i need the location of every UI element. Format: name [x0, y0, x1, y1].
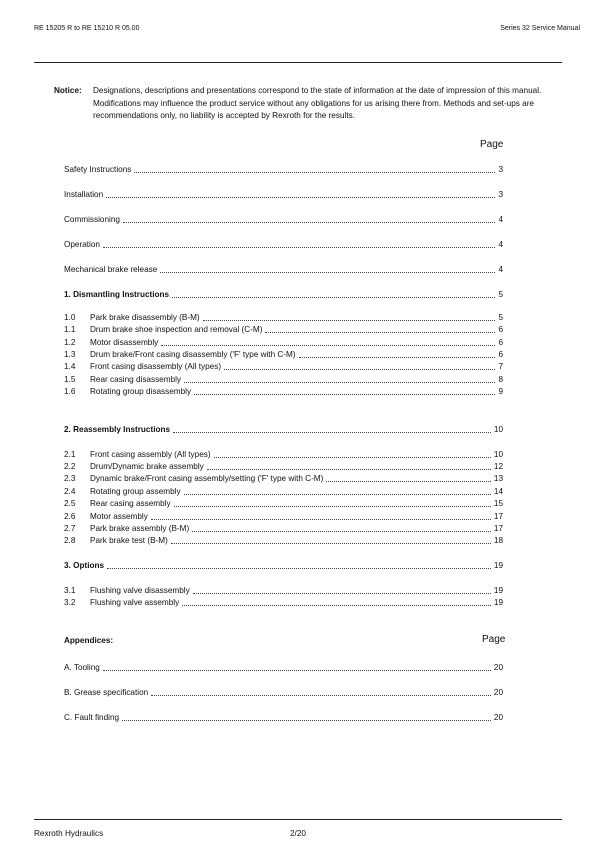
toc-row[interactable]	[64, 586, 503, 596]
toc-row[interactable]	[64, 598, 503, 608]
toc-row[interactable]	[64, 487, 503, 497]
toc-number: 2.1	[64, 450, 76, 459]
toc-title: Commissioning	[64, 215, 120, 224]
toc-page: 6	[498, 350, 503, 359]
toc-title: Dynamic brake/Front casing assembly/setting ('F' type with C-M)	[90, 474, 324, 483]
toc-section-row[interactable]	[64, 561, 503, 571]
toc-leader	[107, 561, 491, 569]
toc-row[interactable]	[64, 474, 503, 484]
toc-row[interactable]	[64, 387, 503, 397]
toc-row[interactable]	[64, 512, 503, 522]
toc-page: 4	[498, 215, 503, 224]
toc-title: Rotating group disassembly	[90, 387, 192, 396]
toc-leader	[160, 265, 495, 273]
appendix-title: B. Grease specification	[64, 688, 149, 697]
toc-title: Park brake test (B-M)	[90, 536, 168, 545]
toc-row[interactable]	[64, 190, 503, 200]
toc-number: 2.7	[64, 524, 76, 533]
toc-title: Front casing disassembly (All types)	[90, 362, 222, 371]
toc-number: 2.3	[64, 474, 76, 483]
appendix-title: C. Fault finding	[64, 713, 120, 722]
appendix-page: 20	[493, 663, 503, 672]
toc-leader	[224, 362, 495, 370]
toc-page: 19	[493, 561, 503, 570]
footer-company: Rexroth Hydraulics	[34, 829, 104, 838]
appendix-row[interactable]	[64, 663, 503, 673]
toc-number: 2.2	[64, 462, 76, 471]
toc-title: Park brake assembly (B-M)	[90, 524, 190, 533]
toc-number: 1.6	[64, 387, 76, 396]
toc-title: Drum brake shoe inspection and removal (C-M)	[90, 325, 263, 334]
appendix-row[interactable]	[64, 688, 503, 698]
toc-leader	[207, 462, 491, 470]
toc-title: Flushing valve assembly	[90, 598, 180, 607]
toc-title: Rotating group assembly	[90, 487, 181, 496]
header-rule	[34, 62, 562, 63]
toc-row[interactable]	[64, 524, 503, 534]
toc-page: 6	[498, 325, 503, 334]
toc-row[interactable]	[64, 499, 503, 509]
toc-leader	[151, 688, 491, 696]
toc-row[interactable]	[64, 313, 503, 323]
toc-page: 17	[493, 524, 503, 533]
toc-number: 1.1	[64, 325, 76, 334]
toc-section-title: 3. Options	[64, 561, 105, 570]
toc-section-title: 1. Dismantling Instructions	[64, 290, 170, 299]
toc-leader	[182, 598, 491, 606]
toc-row[interactable]	[64, 215, 503, 225]
toc-page: 4	[498, 265, 503, 274]
toc-leader	[184, 375, 495, 383]
toc-leader	[161, 338, 495, 346]
page-column-heading: Page	[480, 139, 504, 150]
header-manual-title: Series 32 Service Manual	[500, 25, 580, 32]
appendices-heading: Appendices:	[64, 636, 114, 645]
toc-leader	[174, 499, 491, 507]
toc-page: 10	[493, 425, 503, 434]
toc-page: 18	[493, 536, 503, 545]
toc-title: Drum/Dynamic brake assembly	[90, 462, 204, 471]
toc-leader	[134, 165, 495, 173]
appendix-page: 20	[493, 713, 503, 722]
toc-number: 2.8	[64, 536, 76, 545]
toc-row[interactable]	[64, 362, 503, 372]
toc-leader	[172, 290, 495, 298]
toc-page: 9	[498, 387, 503, 396]
toc-row[interactable]	[64, 462, 503, 472]
toc-leader	[173, 425, 491, 433]
header-document-number: RE 15205 R to RE 15210 R 05.00	[34, 25, 140, 32]
toc-number: 2.5	[64, 499, 76, 508]
toc-number: 1.0	[64, 313, 76, 322]
toc-section-row[interactable]	[64, 290, 503, 300]
toc-row[interactable]	[64, 450, 503, 460]
toc-row[interactable]	[64, 165, 503, 175]
toc-page: 13	[493, 474, 503, 483]
toc-title: Drum brake/Front casing disassembly ('F' type with C-M)	[90, 350, 296, 359]
appendix-row[interactable]	[64, 713, 503, 723]
toc-title: Flushing valve disassembly	[90, 586, 190, 595]
toc-title: Safety Instructions	[64, 165, 132, 174]
notice-text: Designations, descriptions and presentations correspond to the state of information at the date of impression of this manual. Modifications may influence the product service without any obligations for us arising there from. Methods and set-ups are recommendations only, no liability is accepted by Rexroth for the results.	[93, 86, 542, 120]
toc-page: 10	[493, 450, 503, 459]
toc-page: 5	[498, 313, 503, 322]
toc-number: 2.4	[64, 487, 76, 496]
toc-title: Motor assembly	[90, 512, 148, 521]
toc-page: 12	[493, 462, 503, 471]
toc-leader	[203, 313, 496, 321]
toc-page: 7	[498, 362, 503, 371]
toc-leader	[184, 487, 491, 495]
toc-number: 3.2	[64, 598, 76, 607]
toc-row[interactable]	[64, 265, 503, 275]
footer-rule	[34, 819, 562, 820]
toc-page: 15	[493, 499, 503, 508]
toc-number: 2.6	[64, 512, 76, 521]
toc-number: 1.4	[64, 362, 76, 371]
toc-row[interactable]	[64, 338, 503, 348]
toc-page: 3	[498, 190, 503, 199]
toc-number: 1.2	[64, 338, 76, 347]
toc-page: 14	[493, 487, 503, 496]
toc-page: 17	[493, 512, 503, 521]
appendix-title: A. Tooling	[64, 663, 100, 672]
toc-number: 1.5	[64, 375, 76, 384]
toc-leader	[103, 240, 495, 248]
toc-title: Park brake disassembly (B-M)	[90, 313, 200, 322]
toc-title: Rear casing disassembly	[90, 375, 182, 384]
toc-section-title: 2. Reassembly Instructions	[64, 425, 171, 434]
toc-leader	[299, 350, 496, 358]
toc-leader	[122, 713, 491, 721]
toc-title: Installation	[64, 190, 104, 199]
toc-page: 4	[498, 240, 503, 249]
toc-title: Rear casing assembly	[90, 499, 171, 508]
toc-leader	[103, 663, 491, 671]
appendices-page-heading: Page	[482, 634, 506, 645]
toc-leader	[194, 387, 495, 395]
toc-page: 19	[493, 586, 503, 595]
toc-row[interactable]	[64, 536, 503, 546]
toc-leader	[123, 215, 495, 223]
toc-leader	[192, 524, 491, 532]
notice-label: Notice:	[54, 86, 82, 95]
toc-leader	[265, 325, 495, 333]
footer-page-number: 2/20	[290, 829, 306, 838]
appendix-page: 20	[493, 688, 503, 697]
toc-leader	[151, 512, 491, 520]
toc-page: 5	[498, 290, 503, 299]
toc-leader	[171, 536, 491, 544]
toc-number: 3.1	[64, 586, 76, 595]
toc-row[interactable]	[64, 325, 503, 335]
toc-title: Motor disassembly	[90, 338, 159, 347]
toc-row[interactable]	[64, 350, 503, 360]
toc-page: 6	[498, 338, 503, 347]
toc-page: 8	[498, 375, 503, 384]
toc-leader	[106, 190, 495, 198]
toc-title: Front casing assembly (All types)	[90, 450, 211, 459]
toc-number: 1.3	[64, 350, 76, 359]
toc-page: 3	[498, 165, 503, 174]
toc-leader	[193, 586, 491, 594]
toc-leader	[214, 450, 491, 458]
toc-row[interactable]	[64, 240, 503, 250]
toc-leader	[326, 474, 491, 482]
toc-title: Mechanical brake release	[64, 265, 158, 274]
toc-section-row[interactable]	[64, 425, 503, 435]
toc-row[interactable]	[64, 375, 503, 385]
toc-title: Operation	[64, 240, 100, 249]
toc-page: 19	[493, 598, 503, 607]
